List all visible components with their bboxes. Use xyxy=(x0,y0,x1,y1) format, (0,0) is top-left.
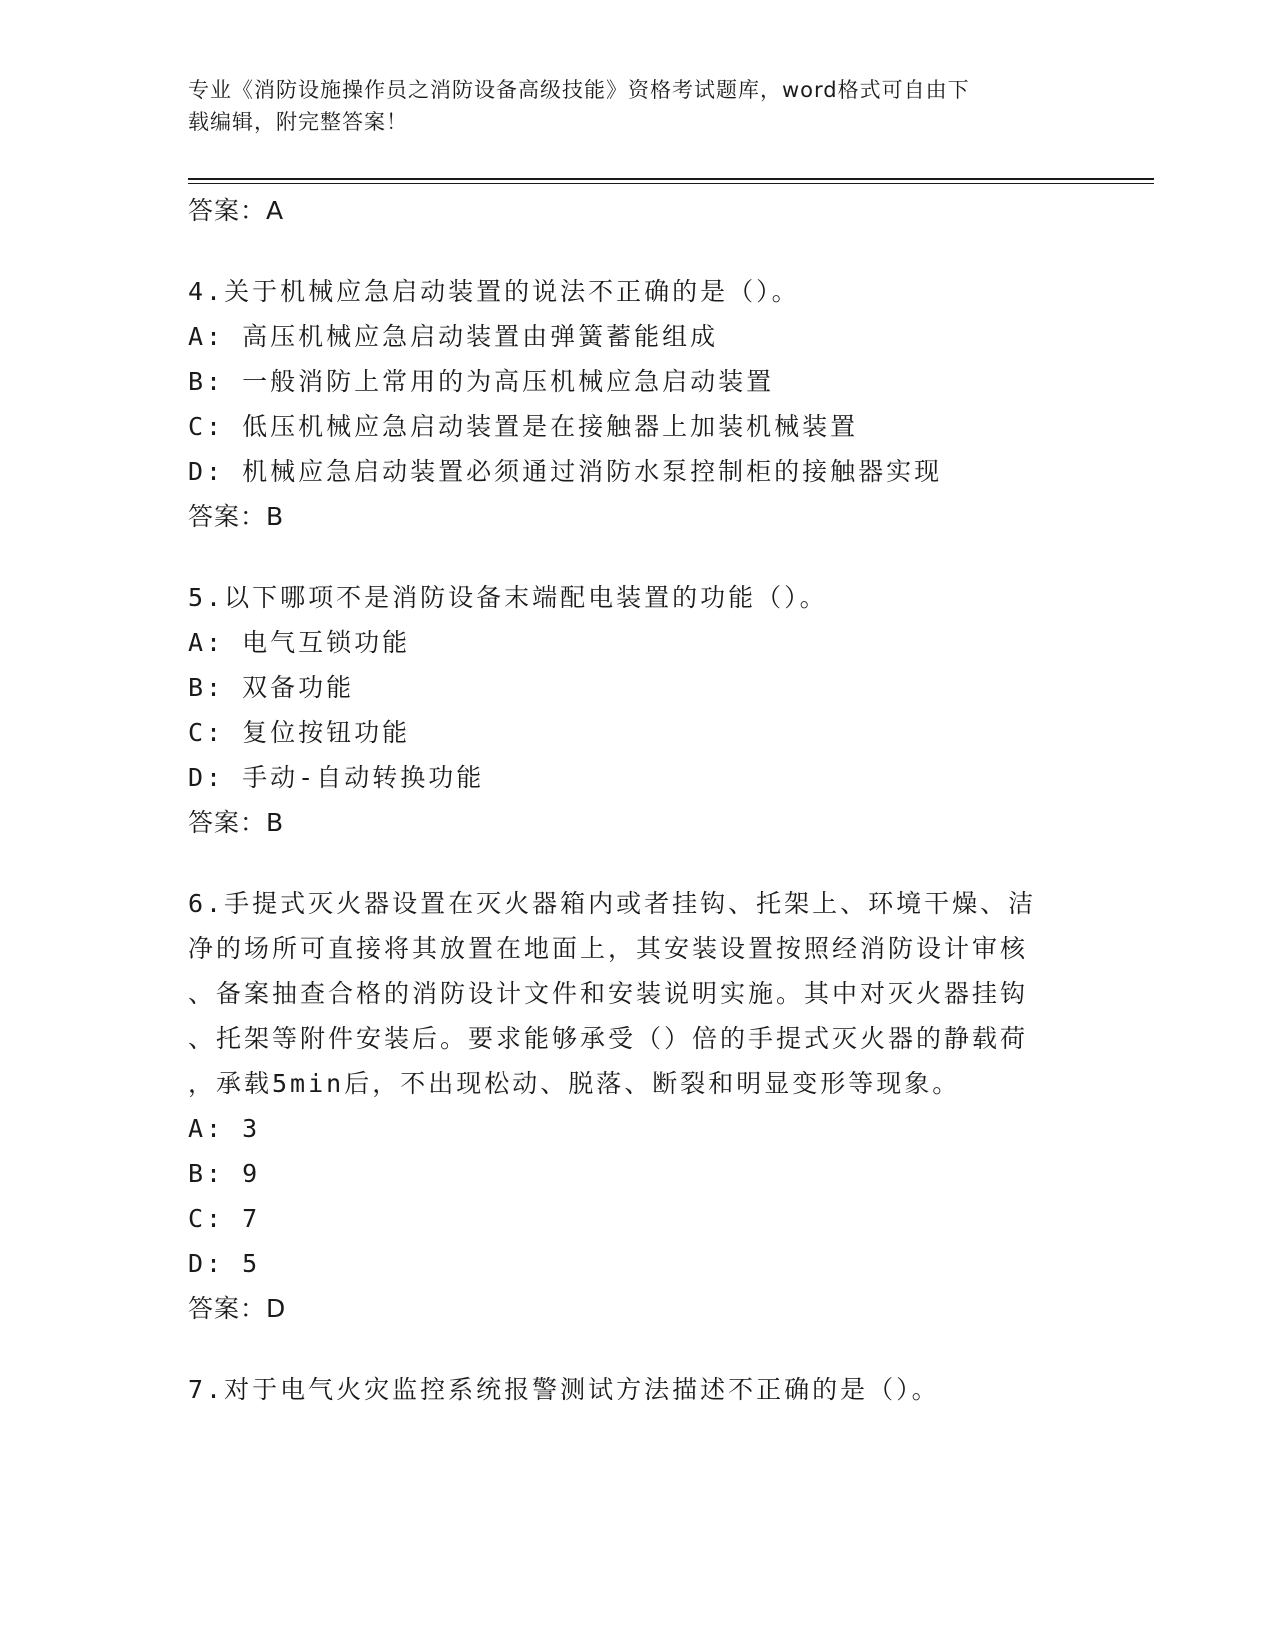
option-b: B: 9 xyxy=(188,1159,261,1188)
option-b: B: 双备功能 xyxy=(188,673,355,702)
option-a: A: 高压机械应急启动装置由弹簧蓄能组成 xyxy=(188,322,719,351)
option-d: D: 手动-自动转换功能 xyxy=(188,763,485,792)
option-c: C: 复位按钮功能 xyxy=(188,718,411,747)
question-stem: 4.关于机械应急启动装置的说法不正确的是（）。 xyxy=(188,277,800,306)
question-stem-line: 净的场所可直接将其放置在地面上，其安装设置按照经消防设计审核 xyxy=(188,934,1029,963)
question-7 xyxy=(188,1367,1088,1412)
option-c: C: 7 xyxy=(188,1204,261,1233)
question-stem-line: 、备案抽查合格的消防设计文件和安装说明实施。其中对灭火器挂钩 xyxy=(188,979,1029,1008)
answer-line: 答案：A xyxy=(188,196,285,225)
question-stem xyxy=(188,881,1068,1106)
question-5 xyxy=(188,575,1088,845)
document-body xyxy=(188,188,1088,1412)
option-a: A: 电气互锁功能 xyxy=(188,628,411,657)
question-stem: 7.对于电气火灾监控系统报警测试方法描述不正确的是（）。 xyxy=(188,1375,940,1404)
header-rule-thin xyxy=(188,183,1154,184)
header-line-1: 专业《消防设施操作员之消防设备高级技能》资格考试题库，word格式可自由下 xyxy=(188,78,970,102)
header-line-2: 载编辑，附完整答案！ xyxy=(188,110,408,134)
option-c: C: 低压机械应急启动装置是在接触器上加装机械装置 xyxy=(188,412,859,441)
page-header xyxy=(188,74,1068,138)
question-stem-line: 6.手提式灭火器设置在灭火器箱内或者挂钩、托架上、环境干燥、洁 xyxy=(188,889,1037,918)
question-stem: 5.以下哪项不是消防设备末端配电装置的功能（）。 xyxy=(188,583,828,612)
question-stem-line: ，承载5min后，不出现松动、脱落、断裂和明显变形等现象。 xyxy=(188,1069,961,1098)
header-rule-thick xyxy=(188,178,1154,180)
answer-line: 答案：B xyxy=(188,502,285,531)
question-6 xyxy=(188,881,1088,1331)
question-4 xyxy=(188,269,1088,539)
answer-line: 答案：D xyxy=(188,1294,287,1323)
question-stem-line: 、托架等附件安装后。要求能够承受（）倍的手提式灭火器的静载荷 xyxy=(188,1024,1029,1053)
answer-line: 答案：B xyxy=(188,808,285,837)
option-a: A: 3 xyxy=(188,1114,261,1143)
option-b: B: 一般消防上常用的为高压机械应急启动装置 xyxy=(188,367,775,396)
option-d: D: 机械应急启动装置必须通过消防水泵控制柜的接触器实现 xyxy=(188,457,943,486)
option-d: D: 5 xyxy=(188,1249,261,1278)
